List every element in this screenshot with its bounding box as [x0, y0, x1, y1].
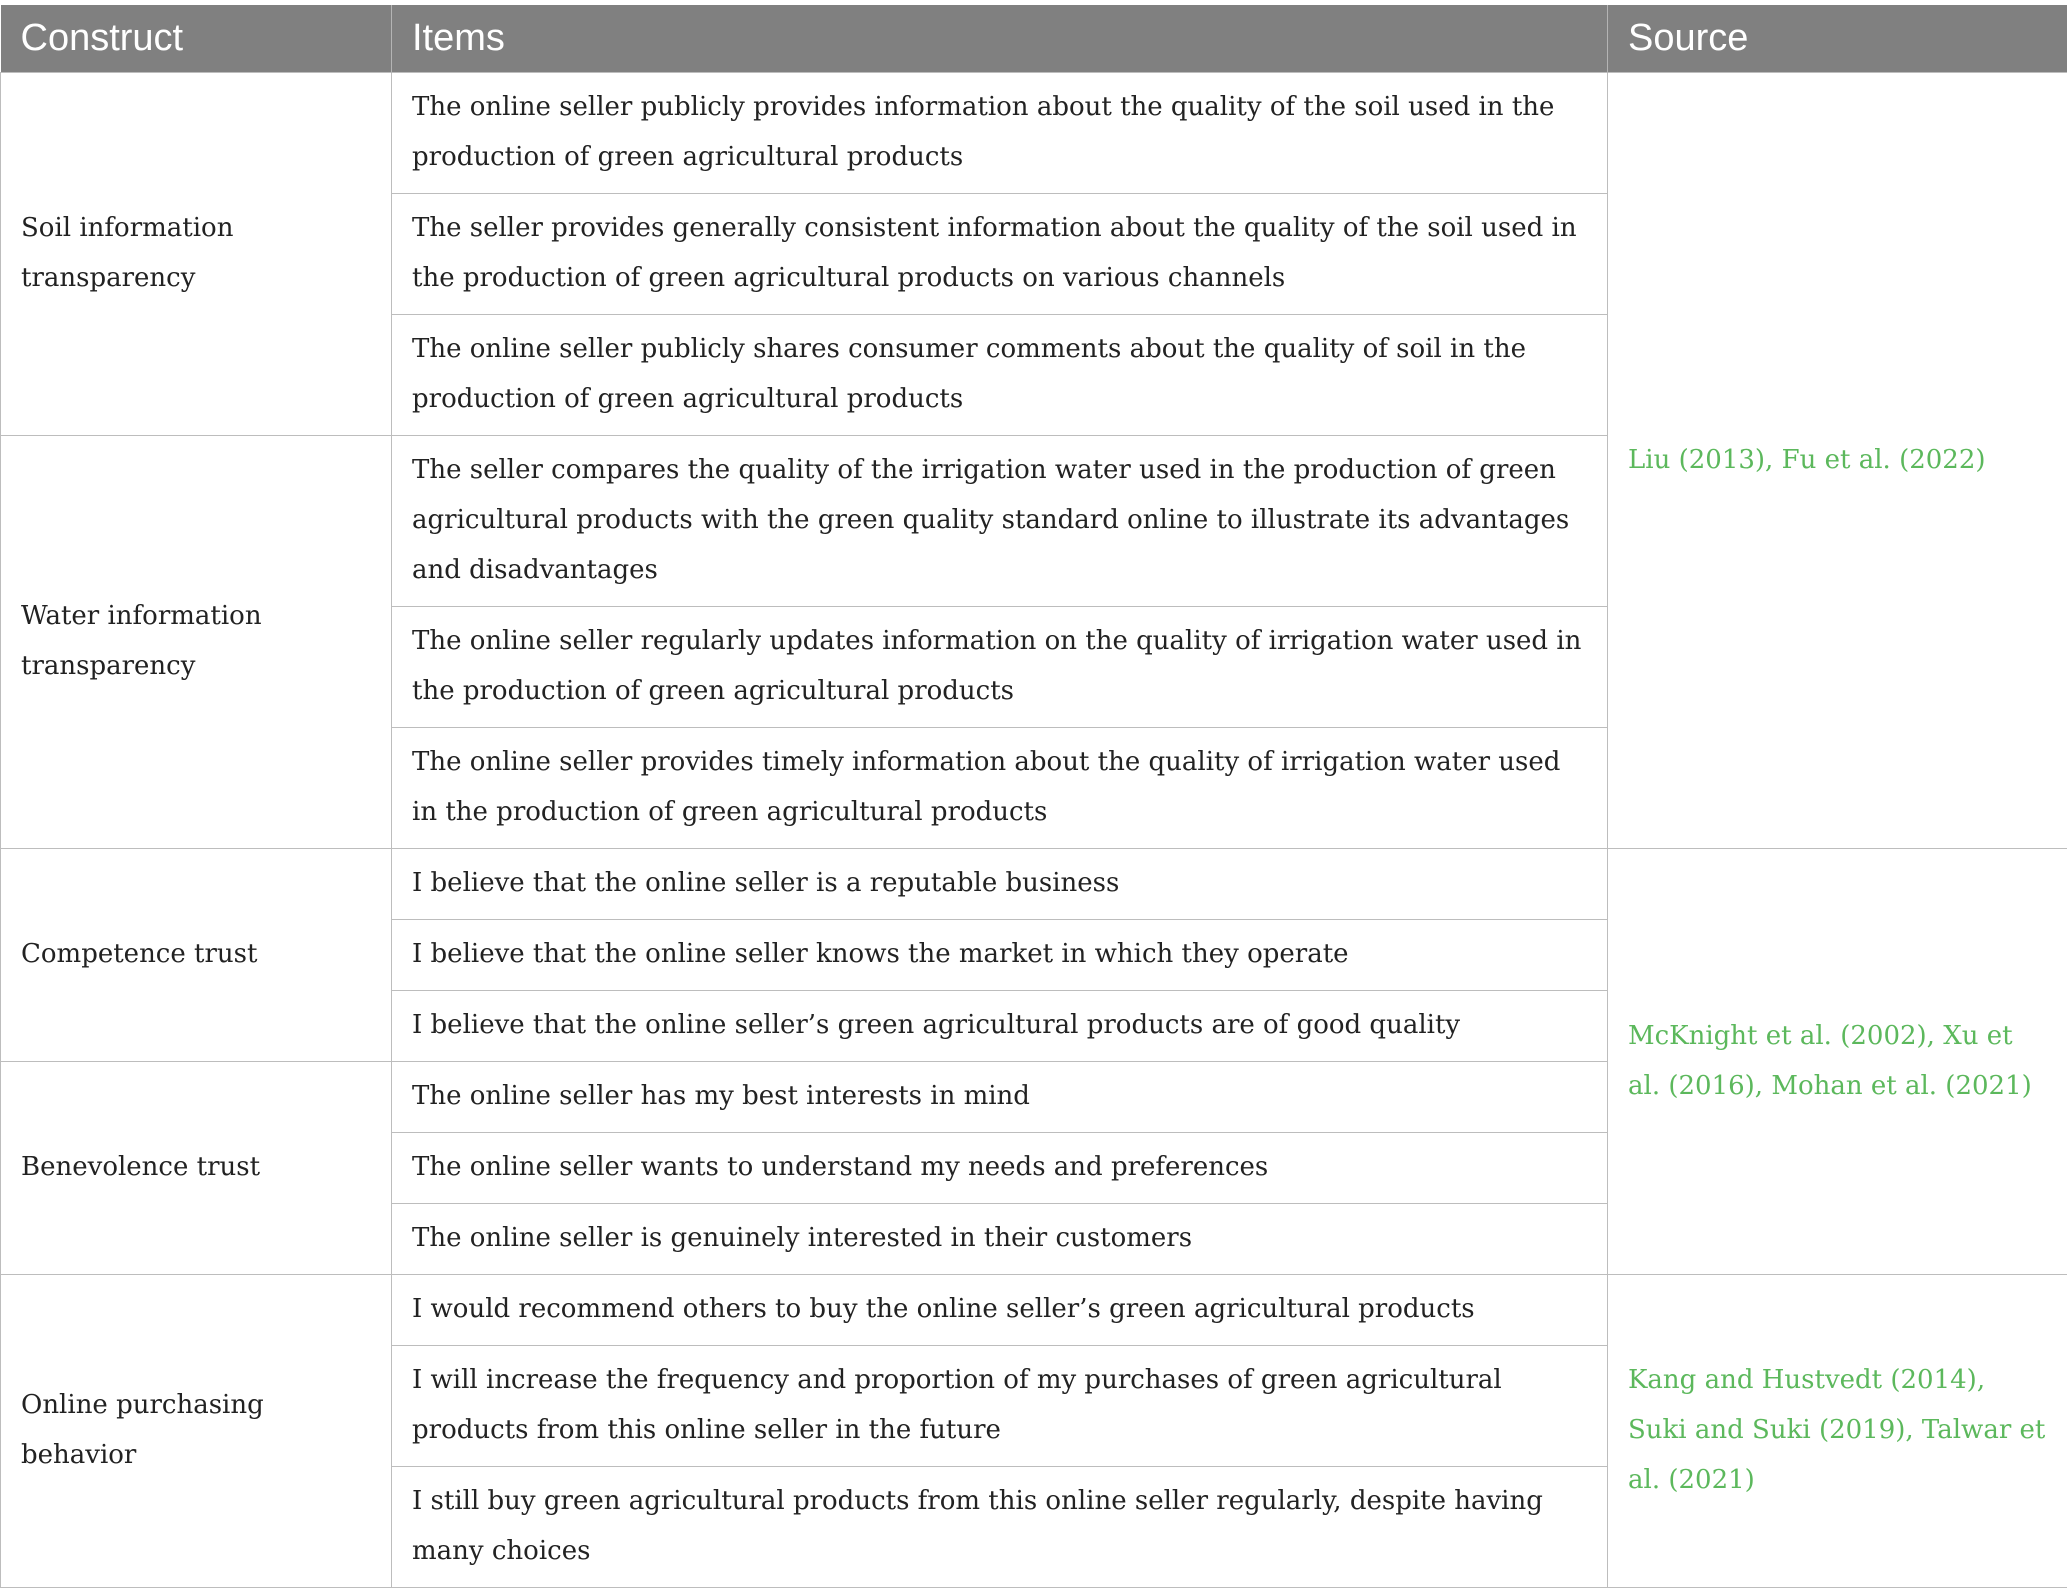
measurement-items-table: [0, 5, 2067, 1588]
construct-competence-trust: Competence trust: [1, 849, 392, 1062]
table-body: [1, 73, 2067, 1588]
table-header: [1, 5, 2067, 73]
construct-online-purchasing-behavior: Online purchasing behavior: [1, 1275, 392, 1588]
source-link-kang-suki-talwar[interactable]: Kang and Hustvedt (2014), Suki and Suki (2019), Talwar et al. (2021): [1608, 1275, 2067, 1588]
header-items: Items: [392, 5, 1608, 73]
header-source: Source: [1608, 5, 2067, 73]
source-link-liu-fu[interactable]: Liu (2013), Fu et al. (2022): [1608, 73, 2067, 849]
item-cell: I believe that the online seller knows the market in which they operate: [392, 920, 1608, 991]
construct-benevolence-trust: Benevolence trust: [1, 1062, 392, 1275]
item-cell: The online seller publicly shares consumer comments about the quality of soil in the production of green agricultural products: [392, 315, 1608, 436]
item-cell: I still buy green agricultural products from this online seller regularly, despite having many choices: [392, 1467, 1608, 1588]
item-cell: The online seller publicly provides information about the quality of the soil used in the production of green agricultural products: [392, 73, 1608, 194]
table-row: [1, 73, 2067, 194]
construct-soil-information-transparency: Soil information transparency: [1, 73, 392, 436]
source-link-mcknight-xu-mohan[interactable]: McKnight et al. (2002), Xu et al. (2016), Mohan et al. (2021): [1608, 849, 2067, 1275]
header-row: [1, 5, 2067, 73]
header-construct: Construct: [1, 5, 392, 73]
table-row: [1, 1275, 2067, 1346]
item-cell: I believe that the online seller’s green agricultural products are of good quality: [392, 991, 1608, 1062]
item-cell: I believe that the online seller is a reputable business: [392, 849, 1608, 920]
item-cell: The online seller provides timely information about the quality of irrigation water used in the production of green agricultural products: [392, 728, 1608, 849]
item-cell: I would recommend others to buy the online seller’s green agricultural products: [392, 1275, 1608, 1346]
item-cell: The online seller wants to understand my needs and preferences: [392, 1133, 1608, 1204]
item-cell: The online seller has my best interests in mind: [392, 1062, 1608, 1133]
item-cell: The seller compares the quality of the irrigation water used in the production of green agricultural products with the green quality standard online to illustrate its advantages and disadvantages: [392, 436, 1608, 607]
table-row: [1, 849, 2067, 920]
construct-water-information-transparency: Water information transparency: [1, 436, 392, 849]
item-cell: I will increase the frequency and proportion of my purchases of green agricultural products from this online seller in the future: [392, 1346, 1608, 1467]
item-cell: The online seller is genuinely interested in their customers: [392, 1204, 1608, 1275]
item-cell: The online seller regularly updates information on the quality of irrigation water used in the production of green agricultural products: [392, 607, 1608, 728]
item-cell: The seller provides generally consistent information about the quality of the soil used in the production of green agricultural products on various channels: [392, 194, 1608, 315]
